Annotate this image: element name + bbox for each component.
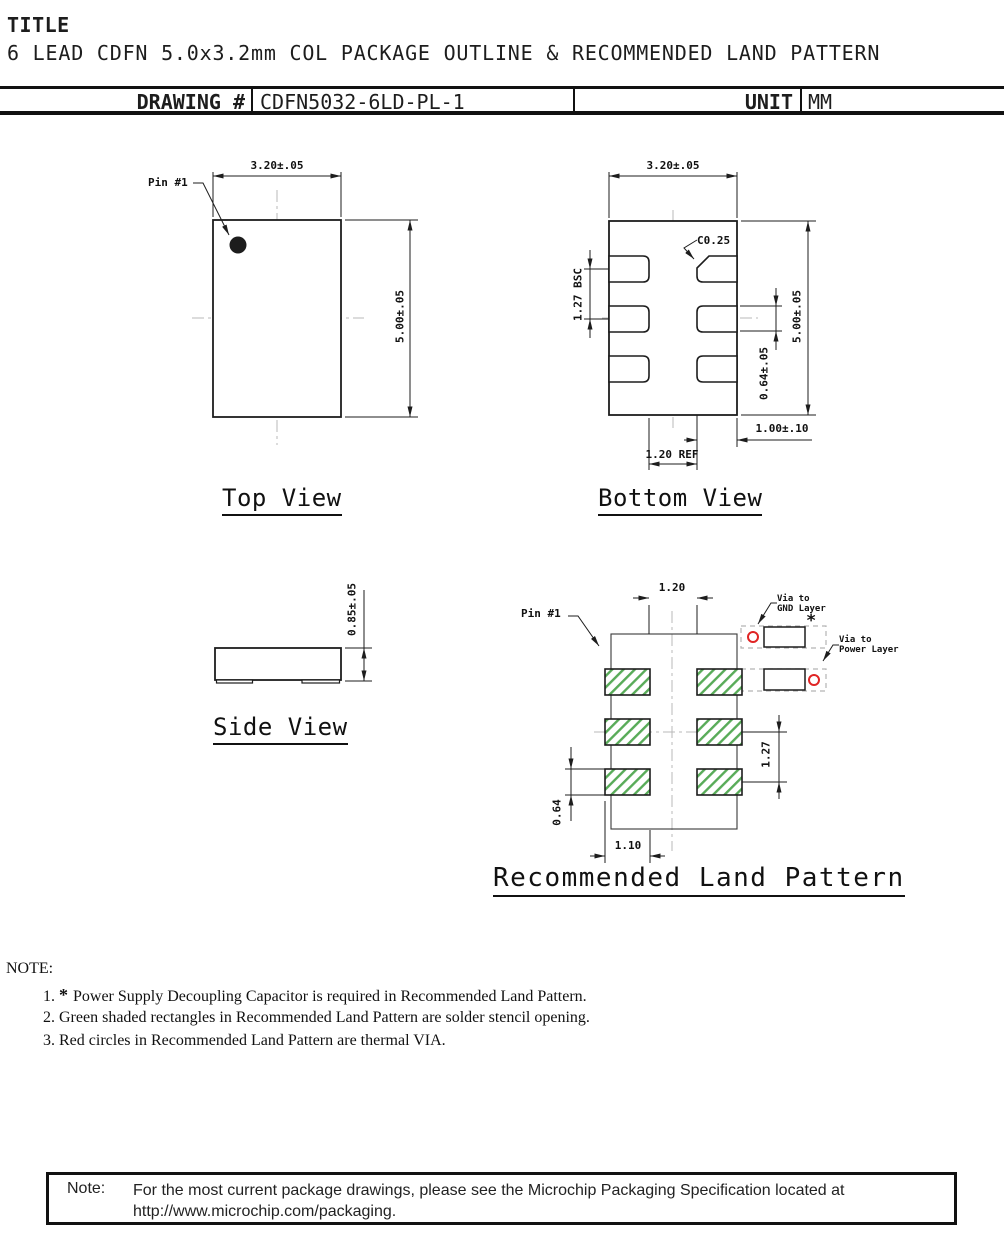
lp-dim-pad-pitch: 1.27: [759, 741, 773, 768]
side-dim-thickness: 0.85±.05: [345, 583, 359, 636]
lp-dim-pad-width: 1.10: [614, 839, 642, 852]
lead-pad: [697, 356, 737, 382]
via-gnd-leader-arrow: [758, 603, 777, 624]
stencil-pad: [697, 769, 742, 795]
table-top-rule: [0, 86, 1004, 89]
note-asterisk-marker: *: [59, 985, 68, 1005]
bottom-dim-body-height: 5.00±.05: [790, 290, 804, 343]
lp-pin1-label: Pin #1: [521, 607, 561, 620]
lead-pad: [609, 256, 649, 282]
note-item-3: [43, 1032, 446, 1050]
unit-label: UNIT: [744, 90, 793, 114]
stencil-pad: [605, 769, 650, 795]
decoupling-cap-pad: [764, 627, 805, 647]
via-power-label: [839, 636, 899, 655]
land-pattern-label: Recommended Land Pattern: [493, 863, 905, 897]
footer-note-box: [46, 1172, 957, 1225]
stencil-pad: [605, 669, 650, 695]
footer-note-line2: http://www.microchip.com/packaging.: [133, 1203, 397, 1220]
via-gnd-label: [777, 595, 826, 614]
via-power-label-line1: Via to: [839, 635, 872, 645]
footer-note-line1: For the most current package drawings, please see the Microchip Packaging Specification located at: [133, 1182, 845, 1199]
bottom-dim-lead-width: 0.64±.05: [757, 347, 771, 400]
unit-value: MM: [808, 90, 833, 114]
bottom-dim-lead-length: 1.00±.10: [755, 422, 809, 435]
note-text: Power Supply Decoupling Capacitor is required in Recommended Land Pattern.: [73, 988, 587, 1005]
title-label: TITLE: [7, 13, 70, 37]
package-body-side: [215, 648, 341, 680]
footer-note-label: Note:: [67, 1180, 106, 1197]
side-lead-right: [302, 680, 340, 683]
pin1-marker-dot: [230, 237, 247, 254]
stencil-pad: [605, 719, 650, 745]
side-view-drawing: [180, 575, 410, 705]
note-text: Red circles in Recommended Land Pattern are thermal VIA.: [59, 1032, 446, 1049]
top-dim-body-width: 3.20±.05: [250, 159, 304, 172]
notes-heading: NOTE:: [6, 960, 54, 977]
side-lead-left: [217, 680, 253, 683]
note-text: Green shaded rectangles in Recommended Land Pattern are solder stencil opening.: [59, 1009, 590, 1026]
table-divider-2: [573, 89, 575, 111]
lead-pad: [697, 306, 737, 332]
lp-dim-pad-gap: 1.20: [658, 581, 686, 594]
top-view-label: Top View: [222, 484, 342, 516]
via-gnd-label-line1: Via to: [777, 594, 810, 604]
table-divider-1: [251, 89, 253, 111]
drawing-number-value: CDFN5032-6LD-PL-1: [260, 90, 465, 114]
note-number: 3.: [43, 1032, 55, 1049]
pin1-leader-arrow: [568, 616, 599, 646]
table-divider-3: [800, 89, 802, 111]
lead-pad: [609, 306, 649, 332]
lp-dim-pad-height: 0.64: [550, 799, 564, 826]
footer-note-text: [133, 1180, 845, 1222]
stencil-pad: [697, 669, 742, 695]
note-number: 1.: [43, 988, 55, 1005]
stencil-pad: [697, 719, 742, 745]
via-power-label-line2: Power Layer: [839, 644, 899, 655]
decoupling-cap-pad: [764, 669, 805, 690]
bottom-dim-body-width: 3.20±.05: [646, 159, 700, 172]
decap-required-marker: *: [806, 611, 817, 631]
bottom-dim-chamfer: C0.25: [697, 234, 731, 247]
top-pin1-label: Pin #1: [148, 176, 188, 189]
bottom-view-label: Bottom View: [598, 484, 762, 516]
bottom-dim-edge-ref: 1.20 REF: [645, 448, 699, 461]
note-item-2: [43, 1009, 590, 1027]
bottom-dim-lead-pitch: 1.27 BSC: [571, 268, 585, 321]
page-title: 6 LEAD CDFN 5.0x3.2mm COL PACKAGE OUTLINE & RECOMMENDED LAND PATTERN: [7, 41, 881, 65]
top-dim-body-height: 5.00±.05: [393, 290, 407, 343]
lead-pad: [609, 356, 649, 382]
note-item-1: [43, 985, 587, 1006]
note-number: 2.: [43, 1009, 55, 1026]
side-view-label: Side View: [213, 713, 348, 745]
via-gnd-label-line2: GND Layer: [777, 603, 826, 614]
drawing-number-label: DRAWING #: [136, 90, 245, 114]
